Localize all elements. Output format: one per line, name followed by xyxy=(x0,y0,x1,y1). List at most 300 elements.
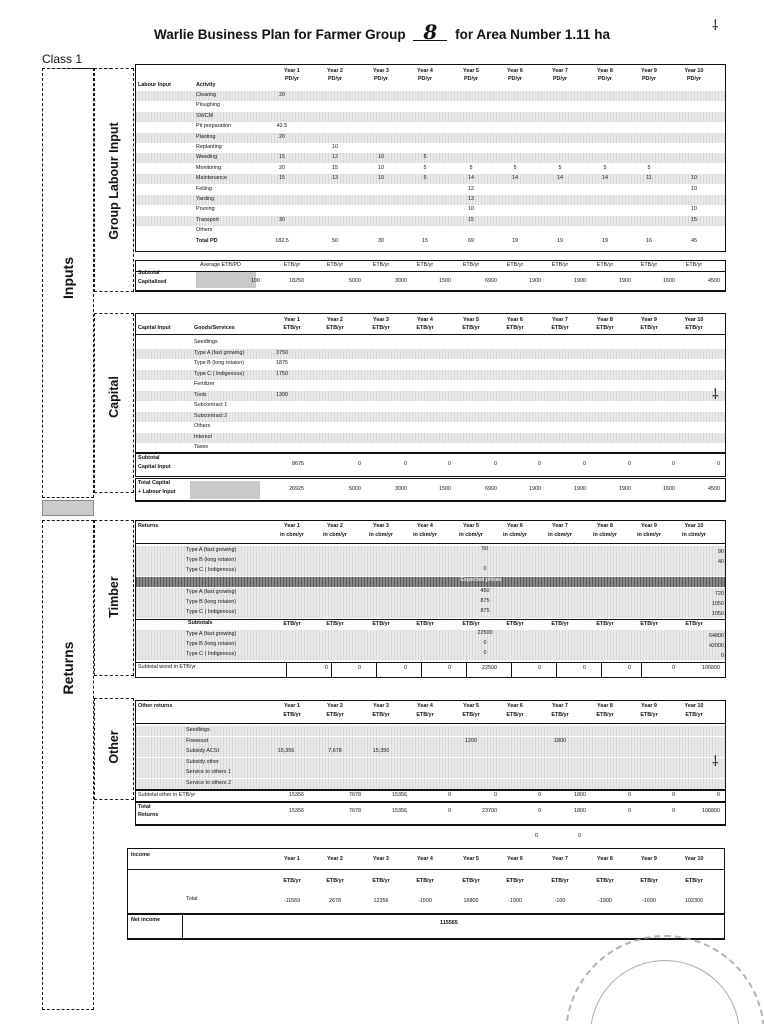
returns-frame xyxy=(42,520,94,1010)
capital-total-value: 1900 xyxy=(574,486,586,492)
etb-unit: ETB/yr xyxy=(416,262,434,268)
year-header: Year 9 xyxy=(641,317,657,323)
wood-subtotal-value: 0 xyxy=(538,665,541,671)
total-returns-value: 0 xyxy=(538,808,541,814)
year-header: Year 9 xyxy=(641,523,657,529)
subtotal-label: Subtotal xyxy=(138,455,160,461)
year-header: Year 2 xyxy=(327,523,343,529)
row-band xyxy=(136,391,725,401)
labour-value: 12 xyxy=(468,185,474,192)
etb-unit: ETB/yr xyxy=(326,621,344,627)
year-header: Year 3 xyxy=(373,703,389,709)
capital-total-value: 6900 xyxy=(485,486,497,492)
unit-header: ETB/yr xyxy=(462,325,480,331)
labour-value: 5 xyxy=(513,164,517,171)
other-subtotal-value: 0 xyxy=(628,792,631,798)
unit-header: PD/yr xyxy=(552,76,568,82)
year-header: Year 4 xyxy=(417,68,433,74)
etb-unit: ETB/yr xyxy=(462,262,480,268)
unit-header: ETB/yr xyxy=(283,878,301,884)
net-income-row xyxy=(127,914,725,940)
avg-etb-label: Average ETB/PD xyxy=(200,262,241,268)
labour-subtotal-value: 1500 xyxy=(439,278,451,284)
wood-subtotal-value: 0 xyxy=(672,665,675,671)
labour-value: 16 xyxy=(646,237,652,244)
labour-subtotal-value: 18250 xyxy=(289,278,304,284)
labour-input-label: + Labour Input xyxy=(138,489,176,495)
class-label: Class 1 xyxy=(42,52,83,66)
etb-unit: ETB/yr xyxy=(283,621,301,627)
unit-header: ETB/yr xyxy=(326,325,344,331)
column-rule xyxy=(641,662,642,677)
activity-row: Replanting xyxy=(196,144,222,150)
price-y10: 1050 xyxy=(712,601,724,607)
column-rule xyxy=(376,662,377,677)
column-rule xyxy=(556,662,557,677)
price-type-row: Type A (fast growing) xyxy=(186,589,237,595)
year-header: Year 4 xyxy=(417,317,433,323)
goods-row: Tools xyxy=(194,391,207,398)
activity-row: Others xyxy=(196,227,213,234)
goods-row: Type A (fast growing) xyxy=(194,349,245,356)
other-subtotal xyxy=(135,790,726,802)
capital-total-value: 1500 xyxy=(439,486,451,492)
capital-subtotal-value: 0 xyxy=(404,461,407,467)
labour-value: 182.5 xyxy=(275,237,289,244)
labour-value: 10 xyxy=(691,185,697,192)
unit-header: in cbm/yr xyxy=(682,532,706,538)
labour-value: 12 xyxy=(332,154,338,161)
unit-header: ETB/yr xyxy=(685,712,703,718)
year-header: Year 2 xyxy=(327,856,343,862)
unit-header: in cbm/yr xyxy=(593,532,617,538)
total-returns-value: 0 xyxy=(672,808,675,814)
etb-unit: ETB/yr xyxy=(506,262,524,268)
year-header: Year 6 xyxy=(507,68,523,74)
subtotal-type-row: Type C ( Indigenous) xyxy=(186,651,237,657)
labour-value: 15 xyxy=(468,216,474,223)
total-returns-value: 1800 xyxy=(574,808,586,814)
activity-row: Pit preparation xyxy=(196,123,232,130)
row-band xyxy=(136,216,725,226)
capital-label: Capital xyxy=(107,376,121,418)
income-total-label: Total xyxy=(186,896,198,902)
wood-subtotal-value: 22500 xyxy=(482,665,497,671)
year-header: Year 10 xyxy=(684,523,704,529)
etb-unit: ETB/yr xyxy=(372,621,390,627)
etb-unit: ETB/yr xyxy=(506,621,524,627)
row-band xyxy=(136,726,725,736)
labour-value: 14 xyxy=(512,175,518,182)
etb-unit: ETB/yr xyxy=(462,621,480,627)
year-header: Year 9 xyxy=(641,856,657,862)
labour-value: 10 xyxy=(378,164,384,171)
activity-row: Monitoring xyxy=(196,164,222,171)
labour-value: 11 xyxy=(646,175,652,182)
extra-zero-2: 0 xyxy=(578,833,582,839)
unit-header: PD/yr xyxy=(373,76,389,82)
labour-value: 10 xyxy=(332,144,338,150)
year-header: Year 5 xyxy=(463,703,479,709)
year-header: Year 7 xyxy=(552,317,568,323)
unit-header: ETB/yr xyxy=(462,712,480,718)
year-header: Year 5 xyxy=(463,856,479,862)
unit-header: ETB/yr xyxy=(506,712,524,718)
income-total-value: -1900 xyxy=(598,898,612,904)
labour-value: 15 xyxy=(279,175,285,182)
labour-value: 19 xyxy=(512,237,518,244)
capital-total-value: 1900 xyxy=(619,486,631,492)
income-total-value: -1500 xyxy=(418,898,432,904)
price-y5: 450 xyxy=(480,588,490,594)
labour-subtotal-value: 1900 xyxy=(529,278,541,284)
returns-label-row: Returns xyxy=(138,812,159,818)
other-row: Subsidy ACSI xyxy=(186,748,219,754)
unit-header: ETB/yr xyxy=(416,325,434,331)
activity-header: Activity xyxy=(196,82,216,88)
labour-value: 5 xyxy=(423,164,427,171)
goods-row: Subcontract 2 xyxy=(194,412,228,419)
unit-header: ETB/yr xyxy=(506,325,524,331)
unit-header: ETB/yr xyxy=(551,712,569,718)
wood-subtotal-value: 0 xyxy=(325,665,328,671)
page-title: Warlie Business Plan for Farmer Group 8 for Area Number 1.11 ha xyxy=(154,20,610,44)
year-header: Year 6 xyxy=(507,703,523,709)
unit-header: ETB/yr xyxy=(685,878,703,884)
labour-value: 30 xyxy=(279,216,285,223)
year-header: Year 8 xyxy=(597,317,613,323)
other-row: Service to others 1 xyxy=(186,769,231,775)
goods-row: Subcontract 1 xyxy=(194,402,228,408)
labour-value: 5 xyxy=(469,164,473,171)
labour-value: 42.5 xyxy=(276,123,288,130)
capital-table xyxy=(135,313,726,453)
year-header: Year 1 xyxy=(284,856,300,862)
capital-subtotal-value: 0 xyxy=(494,461,497,467)
year-header: Year 3 xyxy=(373,317,389,323)
other-subtotal-value: 0 xyxy=(672,792,675,798)
total-capital-label: Total Capital xyxy=(138,480,170,486)
income-table xyxy=(127,848,725,914)
expected-prices-banner: Expected prices xyxy=(460,577,502,583)
unit-header: ETB/yr xyxy=(506,878,524,884)
column-rule xyxy=(286,662,287,677)
activity-row: Weeding xyxy=(196,154,218,161)
timber-table xyxy=(135,520,726,678)
etb-unit: ETB/yr xyxy=(372,262,390,268)
unit-header: ETB/yr xyxy=(640,325,658,331)
unit-header: PD/yr xyxy=(641,76,657,82)
price-y10: 1050 xyxy=(712,611,724,617)
year-header: Year 6 xyxy=(507,523,523,529)
other-subtotal-value: 15356 xyxy=(392,792,407,798)
rule xyxy=(136,662,725,663)
wood-subtotal-value: 0 xyxy=(583,665,586,671)
wood-subtotal-value: 0 xyxy=(358,665,361,671)
income-total-value: -1600 xyxy=(642,898,656,904)
year-header: Year 9 xyxy=(641,68,657,74)
year-header: Year 3 xyxy=(373,523,389,529)
other-row: Seedlings xyxy=(186,727,210,733)
capital-subtotal xyxy=(135,453,726,477)
row-band xyxy=(136,737,725,747)
other-subtotal-value: 1800 xyxy=(574,792,586,798)
labour-value: 5 xyxy=(423,154,427,161)
year-header: Year 5 xyxy=(463,317,479,323)
total-returns xyxy=(135,802,726,826)
row-band xyxy=(136,747,725,757)
group-labour-label: Group Labour Input xyxy=(107,122,121,240)
capital-subtotal-value: 0 xyxy=(358,461,361,467)
unit-header: in cbm/yr xyxy=(503,532,527,538)
row-band xyxy=(136,577,725,587)
unit-header: ETB/yr xyxy=(596,325,614,331)
capital-total-value: 26925 xyxy=(289,486,304,492)
year-header: Year 1 xyxy=(284,317,300,323)
etb-unit: ETB/yr xyxy=(416,621,434,627)
subtotal-y5: 0 xyxy=(483,650,487,656)
capital-subtotal-value: 0 xyxy=(672,461,675,467)
labour-value: 14 xyxy=(468,175,474,182)
unit-header: ETB/yr xyxy=(326,712,344,718)
extra-zero-1: 0 xyxy=(535,833,539,839)
activity-row: Total PD xyxy=(196,237,218,244)
unit-header: ETB/yr xyxy=(551,878,569,884)
labour-value: 19 xyxy=(602,237,608,244)
year-header: Year 8 xyxy=(597,68,613,74)
row-band xyxy=(136,433,725,443)
unit-header: PD/yr xyxy=(463,76,479,82)
unit-header: in cbm/yr xyxy=(548,532,572,538)
etb-unit: ETB/yr xyxy=(596,262,614,268)
unit-header: PD/yr xyxy=(507,76,523,82)
capital-input-label: Capital Input xyxy=(138,464,171,470)
row-band xyxy=(136,133,725,143)
price-type-row: Type B (long rotaion) xyxy=(186,599,237,605)
year-header: Year 10 xyxy=(684,856,704,862)
total-returns-value: 106800 xyxy=(702,808,720,814)
labour-value: 13 xyxy=(468,196,474,202)
total-returns-value: 0 xyxy=(448,808,451,814)
unit-header: in cbm/yr xyxy=(637,532,661,538)
row-band xyxy=(136,195,725,205)
activity-row: Ploughing xyxy=(196,102,220,109)
subtotal-y5: 22500 xyxy=(477,630,493,636)
unit-header: ETB/yr xyxy=(551,325,569,331)
other-row: Service to others 2 xyxy=(186,779,231,786)
etb-unit: ETB/yr xyxy=(685,621,703,627)
activity-row: Planting xyxy=(196,133,216,140)
unit-header: in cbm/yr xyxy=(369,532,393,538)
income-total-value: 12356 xyxy=(373,898,389,904)
rule xyxy=(136,543,725,544)
income-total-value: 2678 xyxy=(329,898,341,904)
total-returns-value: 0 xyxy=(628,808,631,814)
labour-value: 5 xyxy=(647,164,651,171)
labour-subtotal-value: 1900 xyxy=(574,278,586,284)
unit-header: ETB/yr xyxy=(283,325,301,331)
labour-value: 10 xyxy=(468,206,474,213)
goods-row: Type B (long rotaion) xyxy=(194,360,245,366)
unit-header: ETB/yr xyxy=(372,878,390,884)
wood-subtotal-value: 106800 xyxy=(702,665,720,671)
unit-header: in cbm/yr xyxy=(459,532,483,538)
subtotal-label: Subtotal xyxy=(138,270,160,276)
labour-value: 10 xyxy=(691,175,697,182)
capital-subtotal-value: 0 xyxy=(583,461,586,467)
subtotal-y10: 42000 xyxy=(709,643,724,649)
unit-header: PD/yr xyxy=(327,76,343,82)
unit-header: ETB/yr xyxy=(326,878,344,884)
capital-total-value: 1900 xyxy=(529,486,541,492)
unit-header: ETB/yr xyxy=(640,712,658,718)
timber-y5: 0 xyxy=(483,566,487,572)
total-returns-value: 15356 xyxy=(289,808,304,814)
year-header: Year 6 xyxy=(507,317,523,323)
capital-total xyxy=(135,478,726,502)
income-total-value: -11569 xyxy=(283,898,301,904)
labour-value: 20 xyxy=(279,92,285,98)
labour-value: 5 xyxy=(558,164,562,171)
timber-label: Timber xyxy=(107,576,121,618)
labour-subtotal-value: 6900 xyxy=(485,278,497,284)
net-income-value: 115565 xyxy=(440,920,458,926)
other-value: 7,678 xyxy=(328,748,342,754)
labour-value: 14 xyxy=(557,175,563,182)
year-header: Year 10 xyxy=(684,68,704,74)
income-total-value: 16800 xyxy=(463,898,479,904)
labour-subtotal-value: 1900 xyxy=(619,278,631,284)
year-header: Year 3 xyxy=(373,68,389,74)
year-header: Year 4 xyxy=(417,703,433,709)
other-value: 1200 xyxy=(465,737,477,744)
capital-subtotal-value: 0 xyxy=(448,461,451,467)
price-y5: 875 xyxy=(480,598,490,604)
year-header: Year 2 xyxy=(327,68,343,74)
other-row: Subsidy other xyxy=(186,758,219,765)
etb-unit: ETB/yr xyxy=(551,621,569,627)
activity-row: Yarding xyxy=(196,196,215,202)
other-subtotal-value: 0 xyxy=(717,792,720,798)
subtotal-y10: 64800 xyxy=(709,633,724,639)
unit-header: PD/yr xyxy=(284,76,300,82)
wood-subtotal-value: 0 xyxy=(404,665,407,671)
rule xyxy=(136,334,725,335)
labour-value: 20 xyxy=(279,164,285,171)
labour-value: 13 xyxy=(332,175,338,182)
other-subtotal-value: 7678 xyxy=(349,792,361,798)
total-box xyxy=(190,481,260,499)
capital-total-value: 4500 xyxy=(708,486,720,492)
goods-row: Type C ( Indigenous) xyxy=(194,370,245,377)
unit-header: ETB/yr xyxy=(596,712,614,718)
year-header: Year 1 xyxy=(284,68,300,74)
price-y5: 875 xyxy=(480,608,490,614)
labour-subtotal-value: 1600 xyxy=(663,278,675,284)
other-subtotal-value: 0 xyxy=(538,792,541,798)
labour-input-header: Labour Input xyxy=(138,82,171,88)
year-header: Year 8 xyxy=(597,523,613,529)
capital-input-header: Capital Input xyxy=(138,325,171,331)
year-header: Year 10 xyxy=(684,703,704,709)
timber-y5: 50 xyxy=(482,546,488,552)
etb-unit: ETB/yr xyxy=(685,262,703,268)
wood-subtotal-value: 0 xyxy=(628,665,631,671)
year-header: Year 5 xyxy=(463,523,479,529)
row-band xyxy=(136,91,725,101)
capital-subtotal-value: 0 xyxy=(628,461,631,467)
year-header: Year 8 xyxy=(597,856,613,862)
goods-header: Goods/Services xyxy=(194,325,235,331)
other-row: Firewood xyxy=(186,737,209,744)
returns-header: Returns xyxy=(138,523,159,529)
labour-value: 20 xyxy=(279,133,285,140)
rule xyxy=(128,869,724,870)
unit-header: PD/yr xyxy=(417,76,433,82)
labour-value: 14 xyxy=(602,175,608,182)
etb-unit: ETB/yr xyxy=(640,621,658,627)
total-returns-value: 15356 xyxy=(392,808,407,814)
labour-value: 5 xyxy=(603,164,607,171)
returns-label: Returns xyxy=(60,641,76,695)
labour-subtotal-value: 5000 xyxy=(349,278,361,284)
capital-total-value: 3000 xyxy=(395,486,407,492)
unit-header: in cbm/yr xyxy=(323,532,347,538)
labour-value: 15 xyxy=(691,216,697,223)
labour-subtotal xyxy=(135,260,726,292)
other-subtotal-value: 15356 xyxy=(289,792,304,798)
timber-type-row: Type C ( Indigenous) xyxy=(186,567,237,573)
unit-header: ETB/yr xyxy=(372,325,390,331)
rule xyxy=(136,619,725,620)
punch-mark: ⸸ xyxy=(712,17,719,33)
column-rule xyxy=(331,662,332,677)
other-subtotal-value: 0 xyxy=(448,792,451,798)
activity-row: SWCM xyxy=(196,112,214,119)
etb-unit: ETB/yr xyxy=(596,621,614,627)
column-rule xyxy=(511,662,512,677)
unit-header: ETB/yr xyxy=(372,712,390,718)
column-rule xyxy=(421,662,422,677)
labour-subtotal-value: 4500 xyxy=(708,278,720,284)
labour-value: 69 xyxy=(468,237,474,244)
subtotal-wood-label: Subtotal wood in ETB/yr xyxy=(138,664,196,670)
year-header: Year 4 xyxy=(417,856,433,862)
subtotal-type-row: Type A (fast growing) xyxy=(186,631,237,637)
subtotal-other-label: Subtotal other in ETB/yr xyxy=(138,792,196,798)
labour-value: 15 xyxy=(422,237,428,244)
labour-value: 10 xyxy=(378,175,384,182)
rule xyxy=(136,271,725,272)
labour-value: 10 xyxy=(691,206,697,213)
year-header: Year 6 xyxy=(507,856,523,862)
year-header: Year 9 xyxy=(641,703,657,709)
unit-header: ETB/yr xyxy=(596,878,614,884)
etb-unit: ETB/yr xyxy=(551,262,569,268)
unit-header: ETB/yr xyxy=(462,878,480,884)
unit-header: in cbm/yr xyxy=(413,532,437,538)
capitalized-label: Capitalized xyxy=(138,279,167,285)
timber-type-row: Type A (fast growing) xyxy=(186,547,237,553)
year-header: Year 7 xyxy=(552,703,568,709)
etb-unit: ETB/yr xyxy=(640,262,658,268)
capital-total-value: 5000 xyxy=(349,486,361,492)
labour-value: 45 xyxy=(691,237,697,244)
year-header: Year 2 xyxy=(327,703,343,709)
income-total-value: -1900 xyxy=(508,898,522,904)
labour-value: 5 xyxy=(423,175,427,182)
goods-row: Others xyxy=(194,423,211,429)
